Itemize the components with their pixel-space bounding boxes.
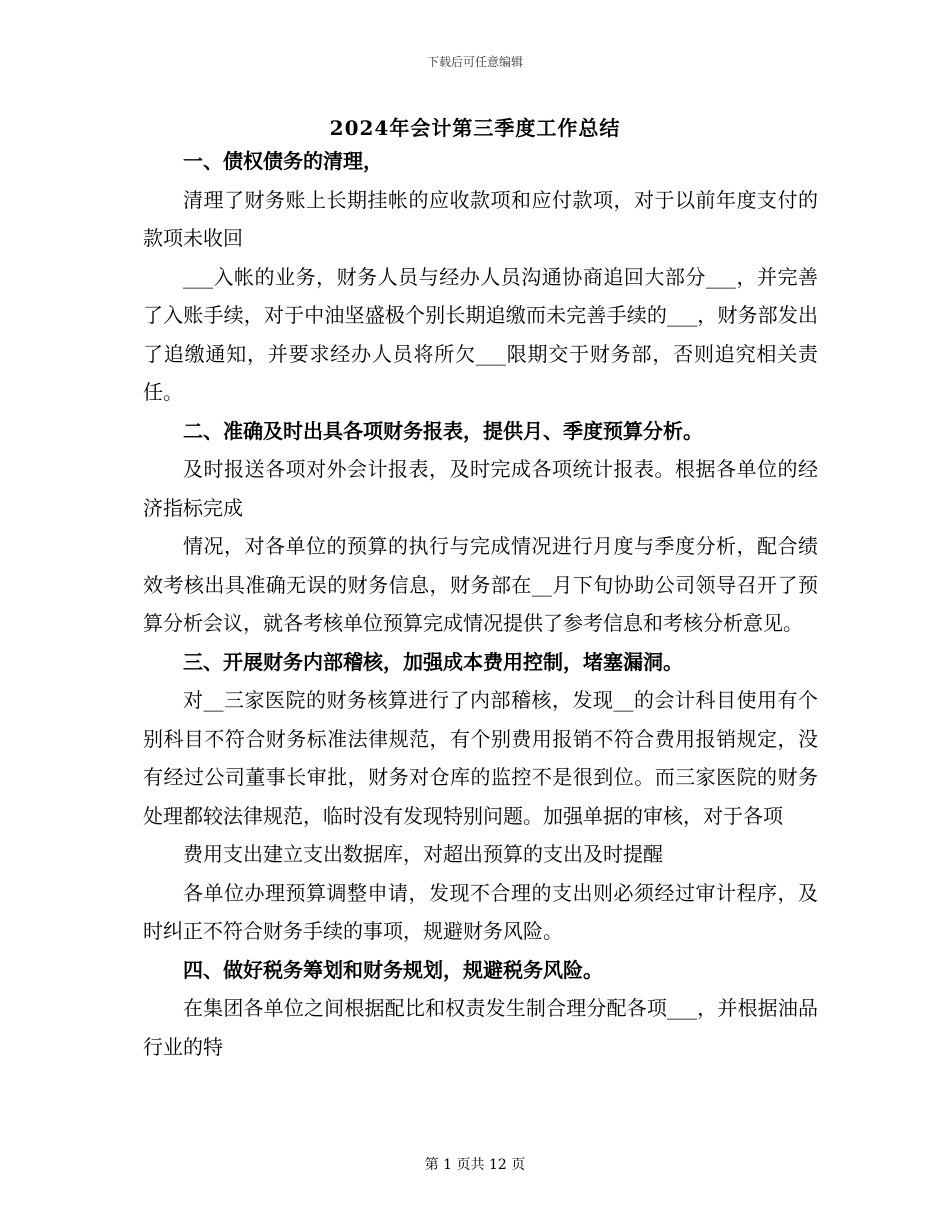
paragraph: ___入帐的业务，财务人员与经办人员沟通协商追回大部分___，并完善了入账手续，对于中油坚盛极个别长期追缴而未完善手续的___，财务部发出了追缴通知，并要求经办人员将所欠___限期交于财务部，否则追究相关责任。 xyxy=(143,264,818,404)
paragraph: 在集团各单位之间根据配比和权责发生制合理分配各项___，并根据油品行业的特 xyxy=(143,996,818,1059)
document-body xyxy=(143,142,818,1066)
document-title: 2024年会计第三季度工作总结 xyxy=(329,116,621,140)
paragraph: 及时报送各项对外会计报表，及时完成各项统计报表。根据各单位的经济指标完成 xyxy=(143,457,818,520)
header-note: 下载后可任意编辑 xyxy=(426,55,523,69)
paragraph: 情况，对各单位的预算的执行与完成情况进行月度与季度分析，配合绩效考核出具准确无误的财务信息，财务部在__月下旬协助公司领导召开了预算分析会议，就各考核单位预算完成情况提供了参考信息和考核分析意见。 xyxy=(143,534,818,635)
section-heading-4: 四、做好税务筹划和财务规划，规避税务风险。 xyxy=(183,957,603,982)
section-heading-1: 一、债权债务的清理， xyxy=(183,149,383,173)
paragraph: 清理了财务账上长期挂帐的应收款项和应付款项，对于以前年度支付的款项未收回 xyxy=(143,187,818,250)
section-heading-3: 三、开展财务内部稽核，加强成本费用控制，堵塞漏洞。 xyxy=(183,649,683,674)
paragraph: 对__三家医院的财务核算进行了内部稽核，发现__的会计科目使用有个别科目不符合财务标准法律规范，有个别费用报销不符合费用报销规定，没有经过公司董事长审批，财务对仓库的监控不是很到位。而三家医院的财务处理都较法律规范，临时没有发现特别问题。加强单据的审核，对于各项 xyxy=(143,688,818,828)
section-heading-2: 二、准确及时出具各项财务报表，提供月、季度预算分析。 xyxy=(183,418,703,443)
paragraph: 各单位办理预算调整申请，发现不合理的支出则必须经过审计程序，及时纠正不符合财务手续的事项，规避财务风险。 xyxy=(143,880,818,943)
paragraph: 费用支出建立支出数据库，对超出预算的支出及时提醒 xyxy=(183,842,663,866)
page-number: 第 1 页共 12 页 xyxy=(424,1157,526,1173)
